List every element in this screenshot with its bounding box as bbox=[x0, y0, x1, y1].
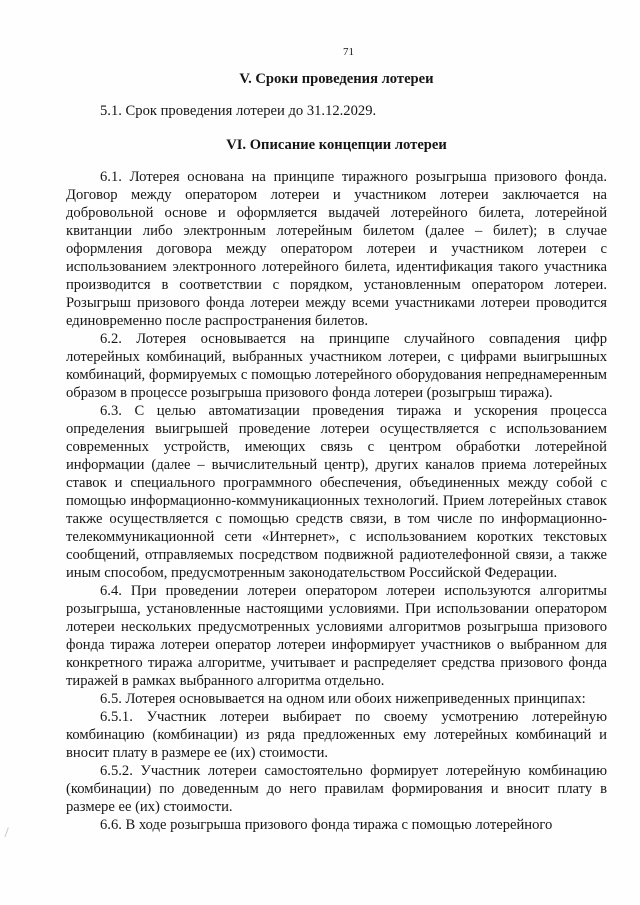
paragraph-6-5: 6.5. Лотерея основывается на одном или обоих нижеприведенных принципах: bbox=[100, 691, 586, 707]
paragraph-6-6: 6.6. В ходе розыгрыша призового фонда тиража с помощью лотерейного bbox=[100, 817, 553, 833]
paragraph-6-5-2: 6.5.2. Участник лотереи самостоятельно формирует лотерейную комбинацию (комбинации) по доведенным до него правилам формирования и вносит плату в размере ее (их) стоимости. bbox=[66, 763, 607, 815]
paragraph-6-3: 6.3. С целью автоматизации проведения тиража и ускорения процесса определения выигрышей проведение лотереи осуществляется с использованием современных устройств, имеющих связь с центром обработки лотерейной информации (далее – вычислительный центр), других каналов приема лотерейных ставок и специального программного обеспечения, объединенных между собой с помощью информационно-коммуникационных технологий. Прием лотерейных ставок также осуществляется с помощью средств связи, в том числе по информационно-телекоммуникационной сети «Интернет», с использованием коротких текстовых сообщений, отправляемых посредством подвижной радиотелефонной связи, а также иным способом, предусмотренным законодательством Российской Федерации. bbox=[66, 403, 607, 581]
section-5-term-paragraph: 5.1. Срок проведения лотереи до 31.12.2029. bbox=[100, 103, 377, 119]
paragraph-6-4: 6.4. При проведении лотереи оператором лотереи используются алгоритмы розыгрыша, установленные настоящими условиями. При использовании оператором лотереи нескольких предусмотренных условиями алгоритмов розыгрыша призового фонда тиража лотереи оператор лотереи информирует участников о выбранном для конкретного тиража алгоритме, учитывает и распределяет средства призового фонда тиражей в рамках выбранного алгоритма отдельно. bbox=[66, 583, 607, 689]
paragraph-6-1: 6.1. Лотерея основана на принципе тиражного розыгрыша призового фонда. Договор между оператором лотереи и участником лотереи заключается на добровольной основе и оформляется выдачей лотерейного билета, лотерейной квитанции либо электронным лотерейным билетом (далее – билет); в случае оформления договора между оператором лотереи и участником лотереи с использованием электронного лотерейного билета, идентификация такого участника производится в соответствии с порядком, установленным оператором лотереи. Розыгрыш призового фонда лотереи между всеми участниками лотереи проводится единовременно после распространения билетов. bbox=[66, 169, 607, 329]
paragraph-6-5-1: 6.5.1. Участник лотереи выбирает по своему усмотрению лотерейную комбинацию (комбинации) из ряда предложенных ему лотерейных комбинаций и вносит плату в размере ее (их) стоимости. bbox=[66, 709, 607, 761]
paragraph-6-2: 6.2. Лотерея основывается на принципе случайного совпадения цифр лотерейных комбинаций, выбранных участником лотереи, с цифрами выигрышных комбинаций, формируемых с помощью лотерейного оборудования непреднамеренным образом в процессе розыгрыша призового фонда лотереи (розыгрыш тиража). bbox=[66, 331, 607, 401]
section-5-heading: V. Сроки проведения лотереи bbox=[239, 71, 434, 87]
section-6-heading: VI. Описание концепции лотереи bbox=[226, 137, 447, 153]
page-number: 71 bbox=[343, 46, 354, 58]
scan-margin-mark bbox=[4, 827, 12, 838]
